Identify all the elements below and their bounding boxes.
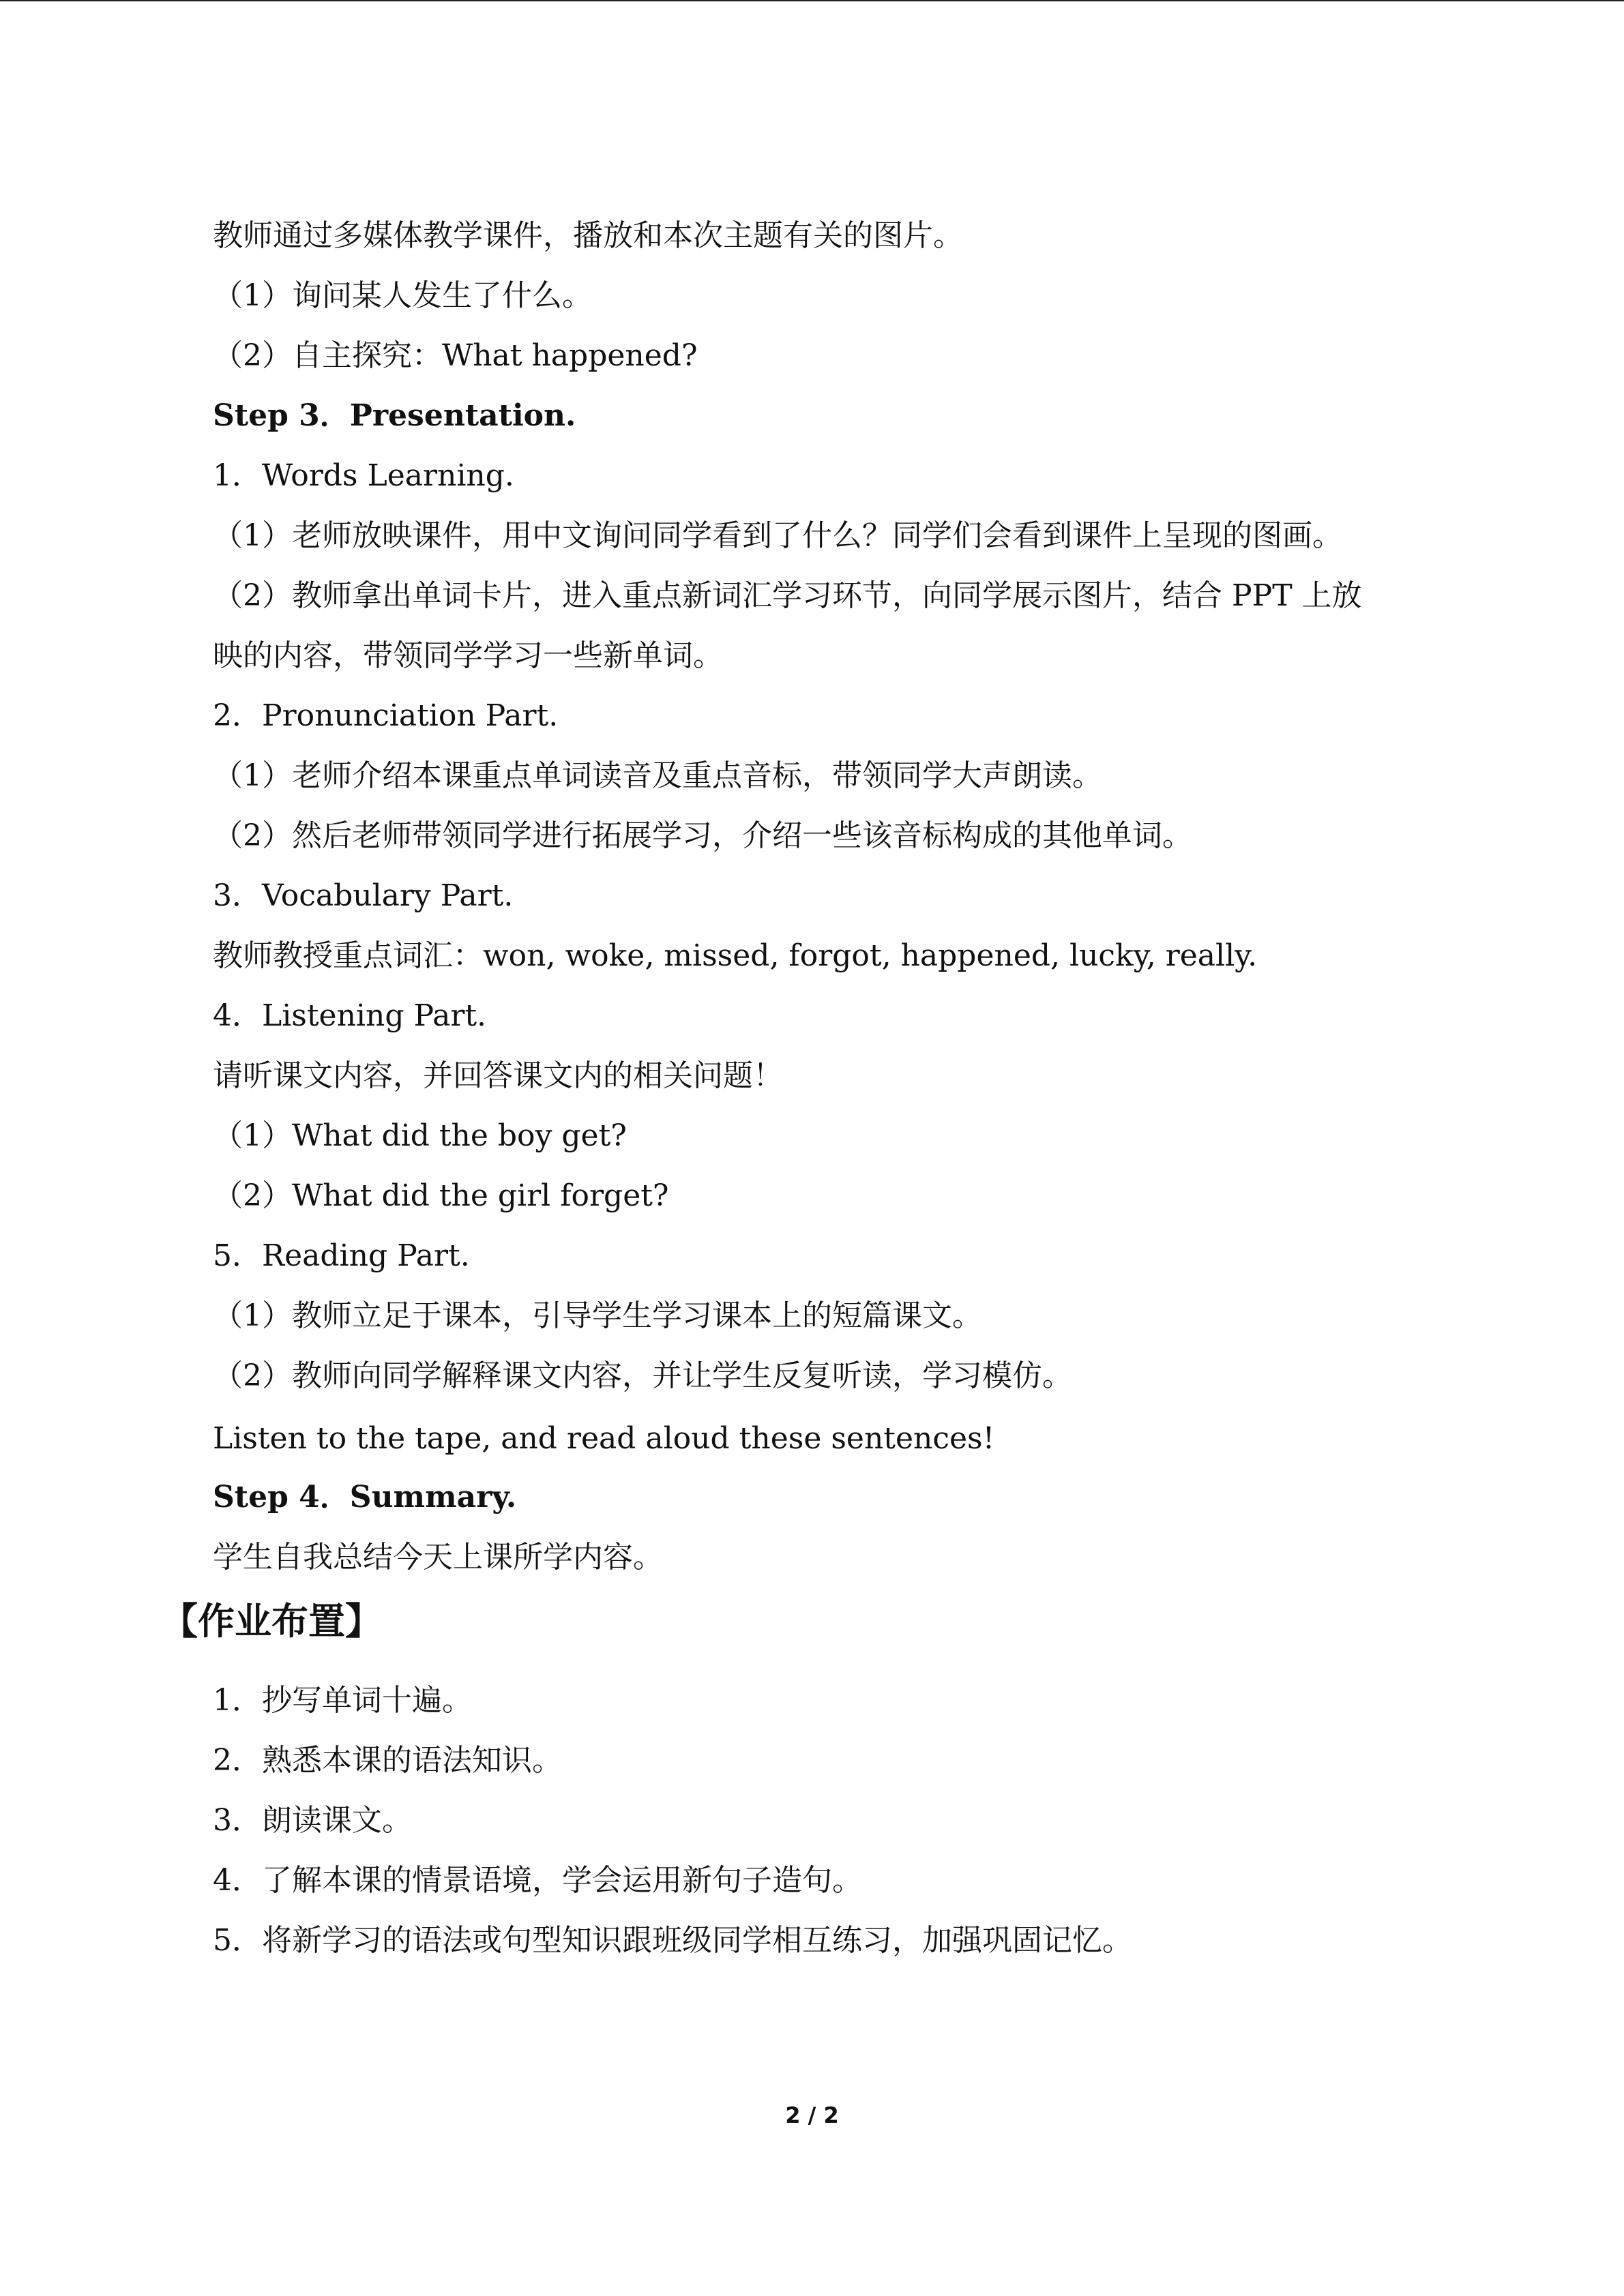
page-number: 2 / 2 bbox=[785, 2102, 839, 2128]
body-line: （2）教师拿出单词卡片，进入重点新词汇学习环节，向同学展示图片，结合 PPT 上放 bbox=[213, 578, 1362, 613]
homework-item: 3．朗读课文。 bbox=[213, 1803, 412, 1838]
body-line: （2）教师向同学解释课文内容，并让学生反复听读，学习模仿。 bbox=[213, 1358, 1072, 1393]
body-line: 教师通过多媒体教学课件，播放和本次主题有关的图片。 bbox=[213, 218, 963, 253]
body-line: （2）What did the girl forget? bbox=[213, 1178, 669, 1213]
body-line: 4．Listening Part. bbox=[213, 998, 487, 1033]
homework-item: 4．了解本课的情景语境，学会运用新句子造句。 bbox=[213, 1863, 862, 1898]
homework-item: 1．抄写单词十遍。 bbox=[213, 1683, 472, 1718]
body-line: 映的内容，带领同学学习一些新单词。 bbox=[213, 638, 723, 673]
body-line: （1）老师放映课件，用中文询问同学看到了什么？同学们会看到课件上呈现的图画。 bbox=[213, 518, 1342, 553]
step-heading: Step 3．Presentation. bbox=[213, 398, 576, 433]
body-line: 2．Pronunciation Part. bbox=[213, 698, 559, 733]
body-line: 学生自我总结今天上课所学内容。 bbox=[213, 1540, 663, 1575]
body-line: 1．Words Learning. bbox=[213, 458, 514, 493]
body-line: （1）询问某人发生了什么。 bbox=[213, 278, 592, 313]
body-line: （2）然后老师带领同学进行拓展学习，介绍一些该音标构成的其他单词。 bbox=[213, 818, 1192, 853]
body-line: 请听课文内容，并回答课文内的相关问题！ bbox=[213, 1058, 783, 1093]
step-heading: Step 4．Summary. bbox=[213, 1480, 517, 1515]
body-line: 3．Vocabulary Part. bbox=[213, 878, 514, 913]
homework-heading: 【作业布置】 bbox=[161, 1600, 382, 1643]
homework-item: 2．熟悉本课的语法知识。 bbox=[213, 1743, 562, 1778]
body-line: 5．Reading Part. bbox=[213, 1238, 470, 1273]
body-line: （2）自主探究：What happened? bbox=[213, 338, 698, 373]
body-line: 教师教授重点词汇：won, woke, missed, forgot, happened, lucky, really. bbox=[213, 938, 1258, 973]
body-line: Listen to the tape, and read aloud these sentences! bbox=[213, 1421, 995, 1456]
body-line: （1）教师立足于课本，引导学生学习课本上的短篇课文。 bbox=[213, 1298, 982, 1333]
body-line: （1）老师介绍本课重点单词读音及重点音标，带领同学大声朗读。 bbox=[213, 758, 1102, 793]
top-border bbox=[0, 0, 1624, 1]
body-line: （1）What did the boy get? bbox=[213, 1118, 627, 1153]
homework-item: 5．将新学习的语法或句型知识跟班级同学相互练习，加强巩固记忆。 bbox=[213, 1923, 1132, 1958]
